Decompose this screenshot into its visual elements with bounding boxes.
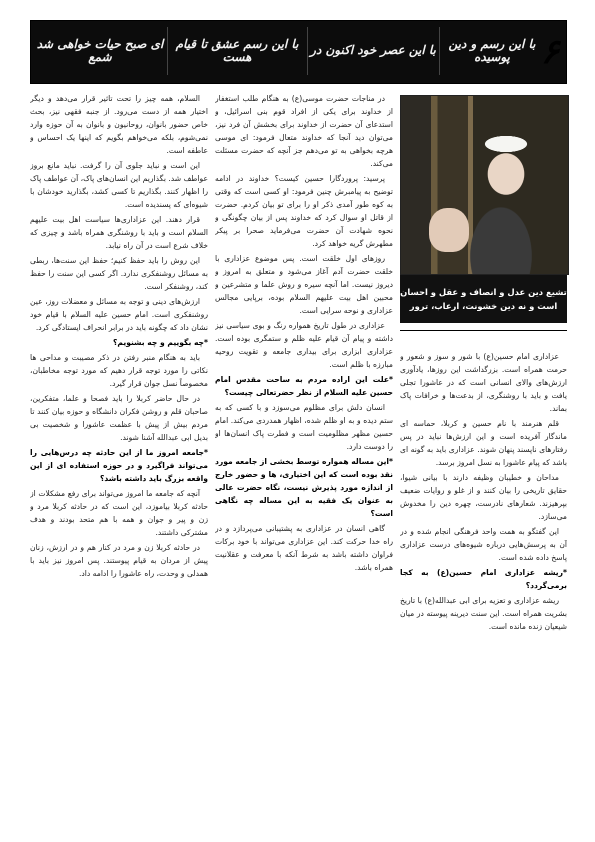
photo-hand-shape — [429, 208, 469, 252]
article-paragraph: پرسید: پروردگارا حسین کیست؟ خداوند در ادامه توضیح به پیامبرش چنین فرمود: او کسی است که وقتی به کوه طور آمدی ذکر او را برای تو بیان کردم. حضرت از قاتل او سوال کرد که خداوند پس از بیان چگونگی و نحوه شهادت آن حضرت می‌فرماید صحرا بر پیکر مطهرش گریه خواهد کرد. — [215, 174, 393, 248]
banner-phrase: ای صبح حیات خواهی شد شمع — [36, 36, 164, 64]
interviewee-photo — [400, 95, 569, 275]
article-paragraph: روزهای اول خلقت است. پس موضوع عزاداری با خلقت حضرت آدم آغاز می‌شود و متعلق به امروز و دیروز نیست. اما آنچه سیره و روش علما و متشرعین و محبین اهل بیت علیهم السلام بوده، برپایی مجالس عزاداری و نوحه سرایی است. — [215, 254, 393, 315]
header-banner — [30, 20, 567, 84]
article-paragraph: قلم هنرمند با نام حسین و کربلا، حماسه ای ماندگار آفریده است و این ارزش‌ها نباید در پس رفتارهای ناپسند پنهان شوند. عزاداری باید به گونه ای باشد که پیام عاشورا به نسل امروز برسد. — [400, 419, 567, 467]
article-column-right — [400, 350, 567, 820]
interview-question: *جامعه امروز ما از این حادثه چه درس‌هایی را می‌تواند فراگیرد و در حوزه استفاده ای از این واقعه بزرگ باید داشته باشد؟ — [30, 448, 208, 483]
interview-question: *این مساله همواره توسط بخشی از جامعه مورد نقد بوده است که این اختیاری، ها و حضور خارج از اندازه مورد پذیرش نیست، نگاه حضرت عالی به عنوان یک فقیه به این مساله چه نگاهی است؟ — [215, 457, 393, 518]
interview-question: *چه بگوییم و چه بشنویم؟ — [112, 338, 208, 347]
article-paragraph: السلام، همه چیز را تحت تاثیر قرار می‌دهد و دیگر اختیار همه از دست می‌رود. از جنبه فقهی نیز، بحث خاص حضور بانوان، روحانیون و بانوان به آن حوزه وارد نمی‌شوم، بلکه می‌خواهم بگویم که اینها یک احساس و عاطفه است. — [30, 94, 208, 155]
page-number: ۶ — [540, 32, 560, 72]
banner-phrase: با این رسم عشق تا قیام هست — [167, 27, 306, 75]
article-column-left — [30, 92, 208, 822]
caption-line: تشیع دین عدل و انصاف و عقل و احسان — [400, 287, 567, 297]
banner-phrase: با این رسم و دین پوسیده — [439, 27, 544, 75]
article-paragraph: ریشه عزاداری و تعزیه برای ابی عبدالله(ع) با تاریخ بشریت همراه است. این سنت دیرینه پیوسته در میان شیعیان زنده مانده است. — [400, 596, 567, 631]
divider — [400, 330, 567, 331]
article-paragraph: این روش را باید حفظ کنیم؛ حفظ این سنت‌ها، ربطی به مسائل روشنفکری ندارد. اگر کسی این سنت را حفظ کند، روشنفکر است. — [30, 256, 208, 291]
article-paragraph: قرار دهند. این عزاداری‌ها سیاست اهل بیت علیهم السلام است و باید با روشنگری همراه باشد و چیزی که خلاف شرع است در آن راه نیابد. — [30, 215, 208, 250]
caption-line: است و نه دین خشونت، ارعاب، ترور — [409, 301, 558, 311]
article-column-middle — [215, 92, 393, 822]
article-paragraph: این گفتگو به همت واحد فرهنگی انجام شده و در آن به پرسش‌هایی درباره شیوه‌های درست عزاداری پاسخ داده شده است. — [400, 527, 567, 562]
article-paragraph: در مناجات حضرت موسی(ع) به هنگام طلب استغفار از خداوند برای یکی از افراد قوم بنی اسرائیل، و استدعای آن حضرت از خداوند برای بخشش آن فرد نیز، می‌توان دید آنجا که خداوند متعال فرمود: ای موسی هرچه بخواهی به تو می‌دهم جز آنچه که حضرت مسئلت می‌کند. — [215, 94, 393, 168]
article-paragraph: عزاداری امام حسین(ع) با شور و سوز و شعور و حرمت همراه است. بزرگداشت این روزها، یادآوری ارزش‌های والای انسانی است که در عاشورا تجلی یافت و باید با روشنگری، از بدعت‌ها و خرافات پاک بماند. — [400, 352, 567, 413]
photo-caption — [400, 275, 567, 323]
article-paragraph: این است و نباید جلوی آن را گرفت. نباید مانع بروز عواطف شد. بگذاریم این انسان‌های پاک، آن عواطف پاک را اظهار کنند. بگذاریم تا کسی کشد، بگذارید خودشان با شیوه‌ای که پسندیده است. — [30, 161, 208, 209]
article-paragraph: در حادثه کربلا زن و مرد در کنار هم و در ارزش، زنان پیش از مردان به قیام پیوستند. پس امروز نیز باید با همدلی و وحدت، راه عاشورا را ادامه داد. — [30, 543, 208, 578]
article-paragraph: در حال حاضر کربلا را باید فصحا و علما، متفکرین، صاحبان قلم و روشن فکران دانشگاه و حوزه بیان کنند تا مردم بیش از پیش با عظمت عاشورا و شخصیت بی بدیل ابی عبدالله آشنا شوند. — [30, 394, 208, 442]
article-paragraph: آنچه که جامعه ما امروز می‌تواند برای رفع مشکلات از حادثه کربلا بیاموزد، این است که در حادثه کربلا مرد و زن و پیر و جوان و همه با هم متحد بودند و هدف مشترکی داشتند. — [30, 489, 208, 537]
banner-phrase: با این عصر خود اکنون در — [307, 27, 438, 75]
article-paragraph: مداحان و خطیبان وظیفه دارند با بیانی شیوا، حقایق تاریخی را بیان کنند و از غلو و روایات ضعیف بپرهیزند. شعارهای نادرست، چهره دین را مخدوش می‌سازد. — [400, 473, 567, 521]
article-paragraph: گاهی انسان در عزاداری به پشتیبانی می‌پردازد و در راه خدا حرکت کند. این عزاداری می‌تواند با خود برکات فراوان داشته باشد به شرط آنکه با معرفت و عقلانیت همراه باشد. — [215, 524, 393, 572]
article-paragraph: ارزش‌های دینی و توجه به مسائل و معضلات روز، عین روشنفکری است. امام حسین علیه السلام با قیام خود نشان داد که چگونه باید در برابر انحراف ایستادگی کرد. — [30, 297, 208, 332]
interview-question: *علت این اراده مردم به ساحت مقدس امام حسین علیه السلام از نظر حضرتعالی چیست؟ — [215, 375, 393, 397]
interview-question: *ریشه عزاداری امام حسین(ع) به کجا برمی‌گردد؟ — [400, 568, 567, 590]
article-paragraph: باید به هنگام منبر رفتن در ذکر مصیبت و مداحی ها نکاتی را مورد توجه قرار دهیم که مورد توجه مخاطبان، مخصوصاً نسل جوان قرار گیرد. — [30, 353, 208, 388]
article-paragraph: انسان دلش برای مظلوم می‌سوزد و با کسی که به ستم دیده و به او ظلم شده، اظهار همدردی می‌کند. امام حسین مظهر مظلومیت است و فطرت پاک انسان‌ها او را دوست دارد. — [215, 403, 393, 451]
article-paragraph: عزاداری در طول تاریخ همواره رنگ و بوی سیاسی نیز داشته و پیام آن قیام علیه ظلم و ستمگری بوده است. عزاداری ابزاری برای بیداری جامعه و تقویت روحیه مبارزه با ظلم است. — [215, 321, 393, 369]
